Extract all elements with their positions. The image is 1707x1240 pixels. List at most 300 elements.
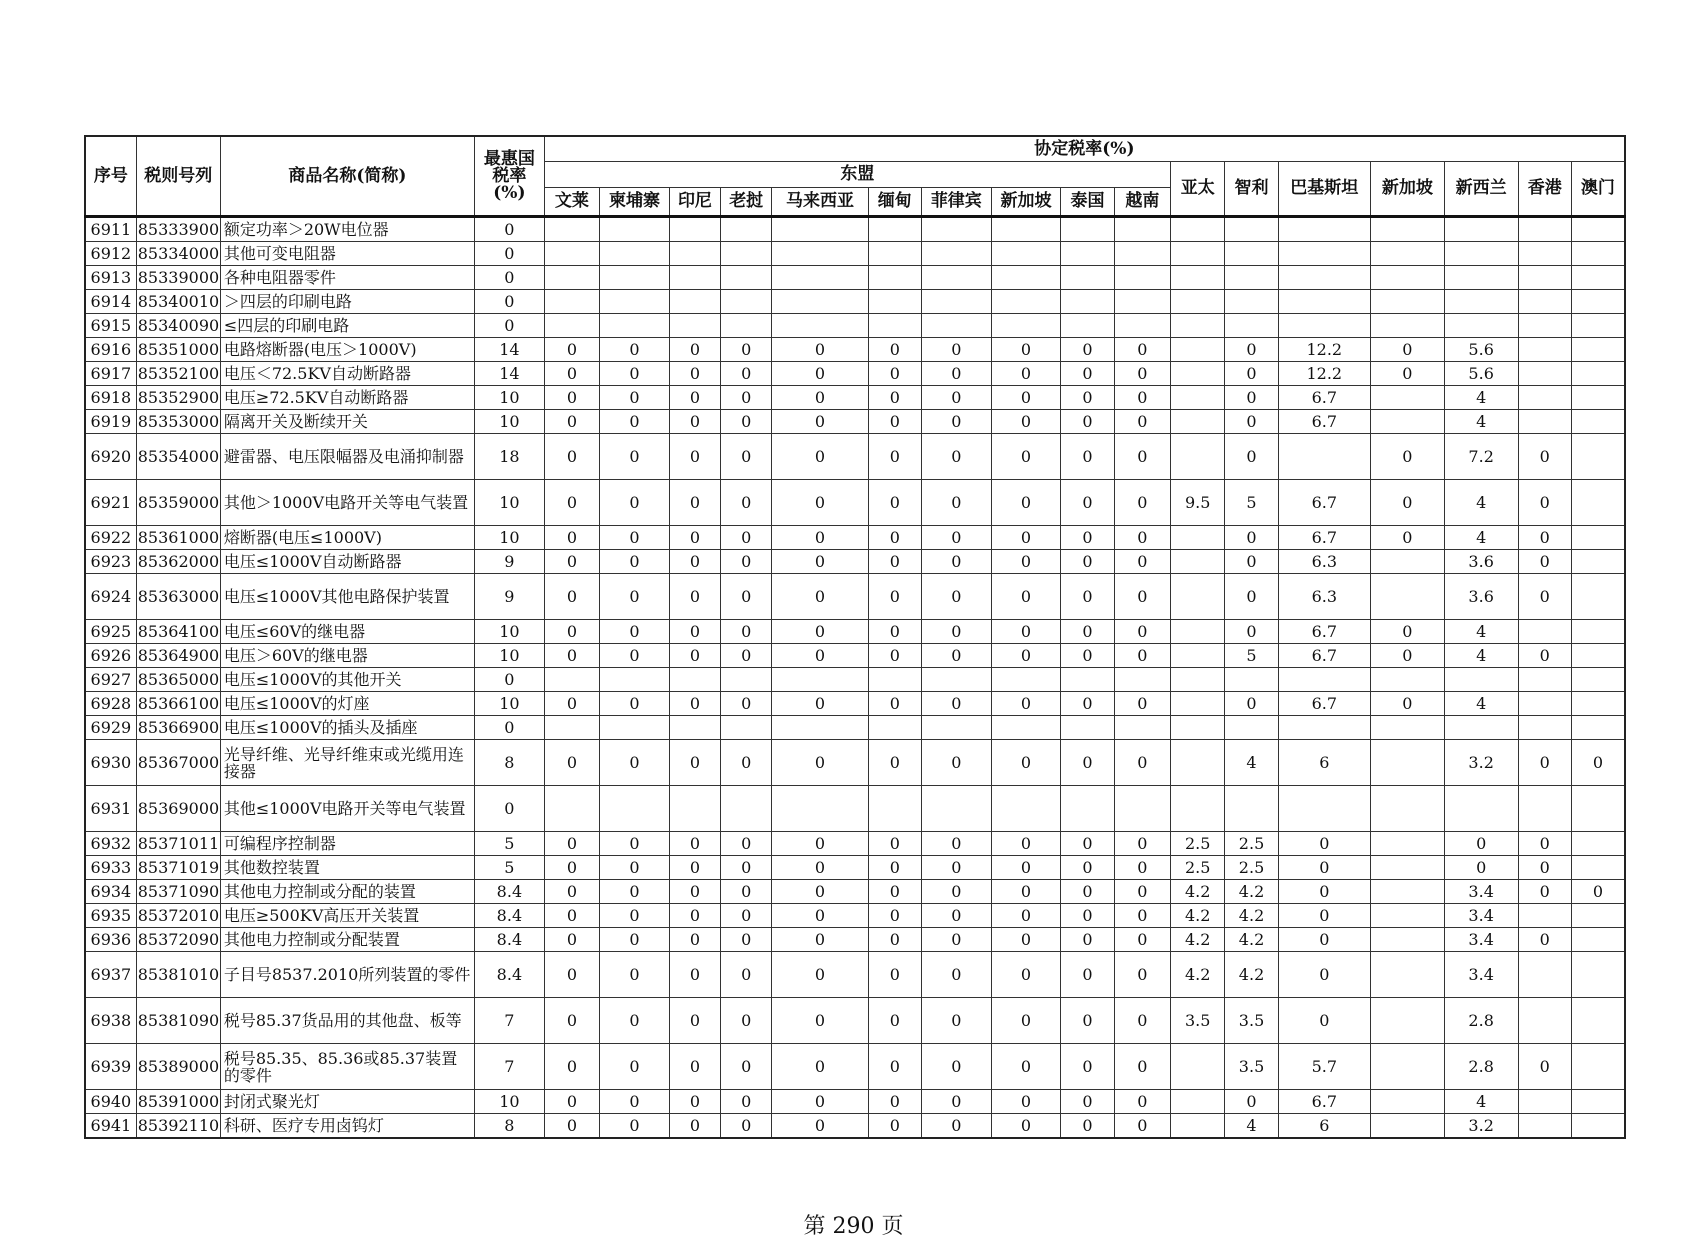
cell-code: 85334000 [136, 242, 220, 266]
cell-asean-rate: 0 [1114, 952, 1170, 998]
cell-agreement-rate [1571, 574, 1625, 620]
cell-asean-rate: 0 [721, 550, 772, 574]
cell-code: 85381090 [136, 998, 220, 1044]
cell-asean-rate: 0 [600, 574, 670, 620]
cell-agreement-rate: 4 [1225, 740, 1278, 786]
cell-asean-rate: 0 [544, 550, 599, 574]
cell-agreement-rate [1444, 716, 1518, 740]
cell-name: 可编程序控制器 [220, 832, 474, 856]
cell-code: 85340090 [136, 314, 220, 338]
cell-agreement-rate [1171, 692, 1225, 716]
cell-asean-rate: 0 [669, 904, 720, 928]
cell-agreement-rate: 4 [1444, 480, 1518, 526]
cell-agreement-rate [1370, 716, 1444, 740]
cell-mfn-rate: 8 [475, 1114, 545, 1139]
cell-asean-rate: 0 [921, 904, 991, 928]
cell-asean-rate: 0 [772, 692, 868, 716]
cell-agreement-rate: 2.5 [1225, 856, 1278, 880]
cell-seq: 6922 [85, 526, 136, 550]
cell-asean-rate [544, 786, 599, 832]
cell-asean-rate [868, 668, 921, 692]
cell-asean-rate: 0 [1061, 386, 1114, 410]
cell-asean-rate: 0 [921, 480, 991, 526]
header-agreement: 协定税率(%) [544, 136, 1625, 162]
cell-asean-rate: 0 [772, 880, 868, 904]
cell-asean-rate [669, 242, 720, 266]
cell-agreement-rate [1571, 1090, 1625, 1114]
cell-agreement-rate: 0 [1571, 740, 1625, 786]
cell-agreement-rate: 2.8 [1444, 1044, 1518, 1090]
cell-asean-rate: 0 [772, 740, 868, 786]
cell-asean-rate [669, 786, 720, 832]
cell-agreement-rate: 2.8 [1444, 998, 1518, 1044]
cell-asean-rate: 0 [544, 1114, 599, 1139]
cell-agreement-rate [1171, 410, 1225, 434]
cell-agreement-rate: 0 [1278, 928, 1370, 952]
cell-agreement-rate [1518, 290, 1571, 314]
cell-asean-rate: 0 [868, 998, 921, 1044]
cell-asean-rate [544, 242, 599, 266]
cell-asean-rate: 0 [721, 832, 772, 856]
cell-agreement-rate [1370, 574, 1444, 620]
cell-seq: 6935 [85, 904, 136, 928]
cell-seq: 6932 [85, 832, 136, 856]
cell-asean-rate: 0 [1114, 928, 1170, 952]
cell-asean-rate: 0 [544, 832, 599, 856]
cell-asean-rate: 0 [921, 338, 991, 362]
cell-asean-rate: 0 [868, 386, 921, 410]
cell-asean-rate: 0 [772, 362, 868, 386]
cell-asean-rate [1061, 716, 1114, 740]
cell-asean-rate: 0 [721, 526, 772, 550]
cell-asean-rate [921, 266, 991, 290]
cell-mfn-rate: 8 [475, 740, 545, 786]
cell-agreement-rate [1571, 217, 1625, 242]
cell-seq: 6926 [85, 644, 136, 668]
cell-name: 熔断器(电压≤1000V) [220, 526, 474, 550]
cell-agreement-rate [1370, 410, 1444, 434]
cell-agreement-rate [1518, 217, 1571, 242]
table-row [85, 242, 1625, 266]
cell-asean-rate: 0 [1061, 928, 1114, 952]
cell-agreement-rate [1571, 786, 1625, 832]
cell-agreement-rate [1278, 314, 1370, 338]
cell-agreement-rate [1278, 266, 1370, 290]
cell-code: 85352900 [136, 386, 220, 410]
cell-agreement-rate: 4 [1444, 410, 1518, 434]
cell-asean-rate: 0 [991, 644, 1061, 668]
cell-agreement-rate [1571, 1044, 1625, 1090]
table-row [85, 668, 1625, 692]
cell-asean-rate [721, 786, 772, 832]
cell-agreement-rate [1171, 1114, 1225, 1139]
cell-asean-rate [721, 217, 772, 242]
cell-asean-rate: 0 [721, 410, 772, 434]
header-asean-myanmar: 缅甸 [868, 188, 921, 217]
cell-asean-rate: 0 [991, 880, 1061, 904]
header-mfn-line2: 税率 [492, 165, 527, 186]
cell-name: 其他＞1000V电路开关等电气装置 [220, 480, 474, 526]
cell-asean-rate: 0 [1061, 1090, 1114, 1114]
cell-asean-rate: 0 [1114, 692, 1170, 716]
cell-asean-rate [772, 314, 868, 338]
cell-agreement-rate: 3.6 [1444, 550, 1518, 574]
cell-agreement-rate [1370, 1044, 1444, 1090]
cell-asean-rate: 0 [991, 952, 1061, 998]
cell-asean-rate [991, 314, 1061, 338]
cell-agreement-rate: 0 [1278, 998, 1370, 1044]
cell-asean-rate: 0 [1061, 338, 1114, 362]
cell-asean-rate: 0 [1061, 856, 1114, 880]
cell-asean-rate: 0 [544, 620, 599, 644]
cell-asean-rate: 0 [1061, 362, 1114, 386]
cell-asean-rate: 0 [669, 856, 720, 880]
cell-name: 电压≤1000V的灯座 [220, 692, 474, 716]
cell-agreement-rate: 0 [1370, 434, 1444, 480]
cell-agreement-rate [1370, 314, 1444, 338]
header-singapore: 新加坡 [1370, 162, 1444, 217]
cell-mfn-rate: 14 [475, 338, 545, 362]
cell-agreement-rate [1225, 242, 1278, 266]
cell-agreement-rate [1171, 290, 1225, 314]
cell-asean-rate [600, 716, 670, 740]
cell-agreement-rate: 2.5 [1171, 832, 1225, 856]
cell-agreement-rate: 5.6 [1444, 362, 1518, 386]
cell-asean-rate [669, 290, 720, 314]
cell-asean-rate: 0 [868, 1044, 921, 1090]
cell-agreement-rate: 0 [1370, 526, 1444, 550]
cell-asean-rate [600, 266, 670, 290]
cell-agreement-rate [1370, 217, 1444, 242]
cell-agreement-rate [1444, 668, 1518, 692]
cell-asean-rate [1114, 314, 1170, 338]
cell-asean-rate: 0 [868, 1114, 921, 1139]
cell-agreement-rate [1171, 644, 1225, 668]
cell-asean-rate: 0 [772, 1114, 868, 1139]
cell-asean-rate: 0 [1114, 620, 1170, 644]
cell-name: 其他数控装置 [220, 856, 474, 880]
cell-name: 电压≤1000V其他电路保护装置 [220, 574, 474, 620]
table-row [85, 880, 1625, 904]
cell-asean-rate [991, 266, 1061, 290]
cell-code: 85371011 [136, 832, 220, 856]
cell-seq: 6931 [85, 786, 136, 832]
cell-agreement-rate [1571, 644, 1625, 668]
cell-code: 85371019 [136, 856, 220, 880]
cell-agreement-rate: 0 [1518, 928, 1571, 952]
cell-agreement-rate [1370, 880, 1444, 904]
cell-agreement-rate: 12.2 [1278, 362, 1370, 386]
cell-asean-rate [600, 786, 670, 832]
cell-seq: 6939 [85, 1044, 136, 1090]
cell-asean-rate: 0 [921, 410, 991, 434]
header-new-zealand: 新西兰 [1444, 162, 1518, 217]
cell-agreement-rate [1171, 338, 1225, 362]
cell-asean-rate: 0 [772, 644, 868, 668]
cell-asean-rate: 0 [868, 692, 921, 716]
cell-asean-rate: 0 [868, 338, 921, 362]
cell-name: 电压＞60V的继电器 [220, 644, 474, 668]
cell-asean-rate: 0 [1114, 856, 1170, 880]
cell-asean-rate: 0 [921, 386, 991, 410]
cell-asean-rate: 0 [868, 410, 921, 434]
cell-agreement-rate [1571, 998, 1625, 1044]
cell-agreement-rate: 6.3 [1278, 574, 1370, 620]
cell-agreement-rate: 0 [1278, 880, 1370, 904]
cell-agreement-rate: 0 [1571, 880, 1625, 904]
cell-mfn-rate: 0 [475, 290, 545, 314]
cell-seq: 6921 [85, 480, 136, 526]
cell-asean-rate: 0 [991, 386, 1061, 410]
cell-seq: 6919 [85, 410, 136, 434]
cell-agreement-rate: 0 [1370, 338, 1444, 362]
cell-asean-rate: 0 [1061, 904, 1114, 928]
cell-asean-rate [1114, 786, 1170, 832]
cell-asean-rate: 0 [868, 480, 921, 526]
cell-agreement-rate [1370, 550, 1444, 574]
cell-asean-rate: 0 [1114, 338, 1170, 362]
cell-asean-rate: 0 [600, 1090, 670, 1114]
cell-asean-rate: 0 [669, 386, 720, 410]
cell-code: 85392110 [136, 1114, 220, 1139]
header-asean-brunei: 文莱 [544, 188, 599, 217]
cell-agreement-rate: 0 [1278, 832, 1370, 856]
cell-asean-rate: 0 [868, 880, 921, 904]
cell-agreement-rate [1571, 242, 1625, 266]
table-row [85, 338, 1625, 362]
cell-agreement-rate [1571, 928, 1625, 952]
cell-seq: 6924 [85, 574, 136, 620]
cell-asean-rate: 0 [721, 480, 772, 526]
cell-code: 85362000 [136, 550, 220, 574]
cell-name: 避雷器、电压限幅器及电涌抑制器 [220, 434, 474, 480]
cell-agreement-rate: 0 [1518, 1044, 1571, 1090]
cell-agreement-rate [1444, 290, 1518, 314]
cell-asean-rate: 0 [600, 410, 670, 434]
cell-asean-rate: 0 [544, 692, 599, 716]
cell-agreement-rate [1370, 668, 1444, 692]
cell-asean-rate: 0 [721, 1090, 772, 1114]
cell-seq: 6937 [85, 952, 136, 998]
header-mfn-line1: 最惠国 [483, 148, 535, 169]
cell-agreement-rate: 0 [1444, 832, 1518, 856]
cell-agreement-rate: 6.7 [1278, 1090, 1370, 1114]
tariff-table [84, 135, 1626, 1139]
table-row [85, 362, 1625, 386]
cell-agreement-rate [1518, 242, 1571, 266]
cell-asean-rate: 0 [868, 904, 921, 928]
cell-asean-rate: 0 [669, 620, 720, 644]
cell-asean-rate: 0 [721, 644, 772, 668]
cell-asean-rate: 0 [600, 480, 670, 526]
cell-agreement-rate [1518, 410, 1571, 434]
cell-name: 电压≥500KV高压开关装置 [220, 904, 474, 928]
cell-asean-rate: 0 [991, 526, 1061, 550]
cell-code: 85352100 [136, 362, 220, 386]
cell-code: 85359000 [136, 480, 220, 526]
cell-asean-rate [772, 242, 868, 266]
cell-asean-rate: 0 [721, 740, 772, 786]
cell-agreement-rate [1571, 290, 1625, 314]
cell-asean-rate: 0 [544, 526, 599, 550]
cell-asean-rate [544, 290, 599, 314]
cell-asean-rate: 0 [921, 1044, 991, 1090]
cell-asean-rate: 0 [921, 1090, 991, 1114]
cell-agreement-rate [1444, 266, 1518, 290]
cell-mfn-rate: 0 [475, 668, 545, 692]
cell-asean-rate: 0 [1061, 1044, 1114, 1090]
cell-agreement-rate: 6.7 [1278, 480, 1370, 526]
cell-asean-rate: 0 [921, 928, 991, 952]
cell-asean-rate: 0 [991, 832, 1061, 856]
cell-asean-rate: 0 [721, 998, 772, 1044]
cell-asean-rate: 0 [1114, 434, 1170, 480]
cell-asean-rate: 0 [991, 550, 1061, 574]
cell-agreement-rate: 4.2 [1225, 880, 1278, 904]
cell-asean-rate [868, 290, 921, 314]
header-asean-singapore: 新加坡 [991, 188, 1061, 217]
cell-name: 电压≤1000V的其他开关 [220, 668, 474, 692]
cell-code: 85371090 [136, 880, 220, 904]
cell-mfn-rate: 8.4 [475, 952, 545, 998]
cell-asean-rate [721, 242, 772, 266]
cell-agreement-rate [1518, 716, 1571, 740]
cell-mfn-rate: 18 [475, 434, 545, 480]
cell-asean-rate: 0 [721, 574, 772, 620]
table-row [85, 526, 1625, 550]
cell-agreement-rate [1370, 928, 1444, 952]
cell-agreement-rate: 6.7 [1278, 692, 1370, 716]
cell-asean-rate: 0 [1061, 574, 1114, 620]
header-asean-thailand: 泰国 [1061, 188, 1114, 217]
cell-agreement-rate: 6 [1278, 740, 1370, 786]
cell-agreement-rate [1571, 480, 1625, 526]
cell-agreement-rate [1171, 550, 1225, 574]
cell-asean-rate: 0 [1061, 644, 1114, 668]
cell-asean-rate [921, 217, 991, 242]
cell-asean-rate: 0 [721, 386, 772, 410]
cell-seq: 6927 [85, 668, 136, 692]
table-body [85, 217, 1625, 1139]
cell-agreement-rate: 0 [1370, 620, 1444, 644]
cell-agreement-rate [1171, 242, 1225, 266]
cell-agreement-rate [1518, 904, 1571, 928]
cell-asean-rate [772, 786, 868, 832]
table-row [85, 314, 1625, 338]
cell-asean-rate: 0 [544, 338, 599, 362]
cell-asean-rate: 0 [600, 952, 670, 998]
cell-agreement-rate [1571, 410, 1625, 434]
cell-agreement-rate: 4.2 [1225, 952, 1278, 998]
cell-asean-rate: 0 [991, 410, 1061, 434]
header-code: 税则号列 [136, 136, 220, 217]
cell-mfn-rate: 10 [475, 386, 545, 410]
cell-agreement-rate [1518, 1090, 1571, 1114]
cell-name: 各种电阻器零件 [220, 266, 474, 290]
cell-asean-rate [544, 217, 599, 242]
cell-asean-rate: 0 [544, 904, 599, 928]
cell-agreement-rate [1518, 314, 1571, 338]
cell-mfn-rate: 14 [475, 362, 545, 386]
cell-asean-rate: 0 [991, 998, 1061, 1044]
cell-asean-rate: 0 [721, 620, 772, 644]
table-row [85, 1044, 1625, 1090]
cell-code: 85372010 [136, 904, 220, 928]
cell-asean-rate [772, 266, 868, 290]
page-number: 第 290 页 [803, 1214, 904, 1239]
cell-asean-rate: 0 [600, 1044, 670, 1090]
cell-asean-rate: 0 [721, 362, 772, 386]
cell-asean-rate: 0 [772, 574, 868, 620]
cell-agreement-rate: 6.7 [1278, 644, 1370, 668]
cell-asean-rate: 0 [1061, 952, 1114, 998]
cell-asean-rate: 0 [600, 526, 670, 550]
cell-agreement-rate: 5 [1225, 644, 1278, 668]
cell-asean-rate: 0 [669, 880, 720, 904]
header-name: 商品名称(简称) [220, 136, 474, 217]
cell-asean-rate: 0 [991, 1114, 1061, 1139]
cell-asean-rate [868, 716, 921, 740]
header-seq: 序号 [85, 136, 136, 217]
cell-agreement-rate: 4 [1444, 644, 1518, 668]
cell-agreement-rate [1518, 692, 1571, 716]
cell-agreement-rate [1571, 386, 1625, 410]
cell-asean-rate: 0 [921, 952, 991, 998]
cell-asean-rate: 0 [772, 410, 868, 434]
cell-asean-rate: 0 [772, 856, 868, 880]
cell-agreement-rate [1278, 434, 1370, 480]
cell-agreement-rate [1370, 904, 1444, 928]
cell-asean-rate: 0 [868, 952, 921, 998]
cell-seq: 6916 [85, 338, 136, 362]
cell-agreement-rate [1518, 668, 1571, 692]
cell-asean-rate [1061, 314, 1114, 338]
cell-asean-rate: 0 [669, 928, 720, 952]
cell-agreement-rate: 4 [1444, 620, 1518, 644]
cell-asean-rate: 0 [669, 574, 720, 620]
cell-mfn-rate: 9 [475, 574, 545, 620]
cell-asean-rate: 0 [921, 832, 991, 856]
cell-mfn-rate: 8.4 [475, 928, 545, 952]
cell-asean-rate: 0 [600, 434, 670, 480]
cell-seq: 6915 [85, 314, 136, 338]
cell-asean-rate: 0 [1114, 526, 1170, 550]
cell-agreement-rate: 0 [1278, 904, 1370, 928]
cell-asean-rate: 0 [721, 856, 772, 880]
cell-asean-rate [1061, 668, 1114, 692]
cell-asean-rate: 0 [544, 856, 599, 880]
cell-agreement-rate [1278, 242, 1370, 266]
cell-asean-rate: 0 [772, 998, 868, 1044]
table-row [85, 716, 1625, 740]
cell-agreement-rate: 0 [1225, 692, 1278, 716]
cell-asean-rate: 0 [1114, 740, 1170, 786]
cell-asean-rate [1114, 266, 1170, 290]
cell-mfn-rate: 7 [475, 1044, 545, 1090]
table-row [85, 952, 1625, 998]
cell-agreement-rate: 0 [1518, 550, 1571, 574]
cell-agreement-rate [1518, 266, 1571, 290]
header-apta: 亚太 [1171, 162, 1225, 217]
cell-agreement-rate: 0 [1518, 526, 1571, 550]
cell-mfn-rate: 10 [475, 480, 545, 526]
cell-asean-rate: 0 [921, 362, 991, 386]
cell-asean-rate: 0 [1114, 998, 1170, 1044]
cell-agreement-rate: 7.2 [1444, 434, 1518, 480]
table-row [85, 1090, 1625, 1114]
cell-name: 税号85.37货品用的其他盘、板等 [220, 998, 474, 1044]
cell-asean-rate: 0 [544, 434, 599, 480]
